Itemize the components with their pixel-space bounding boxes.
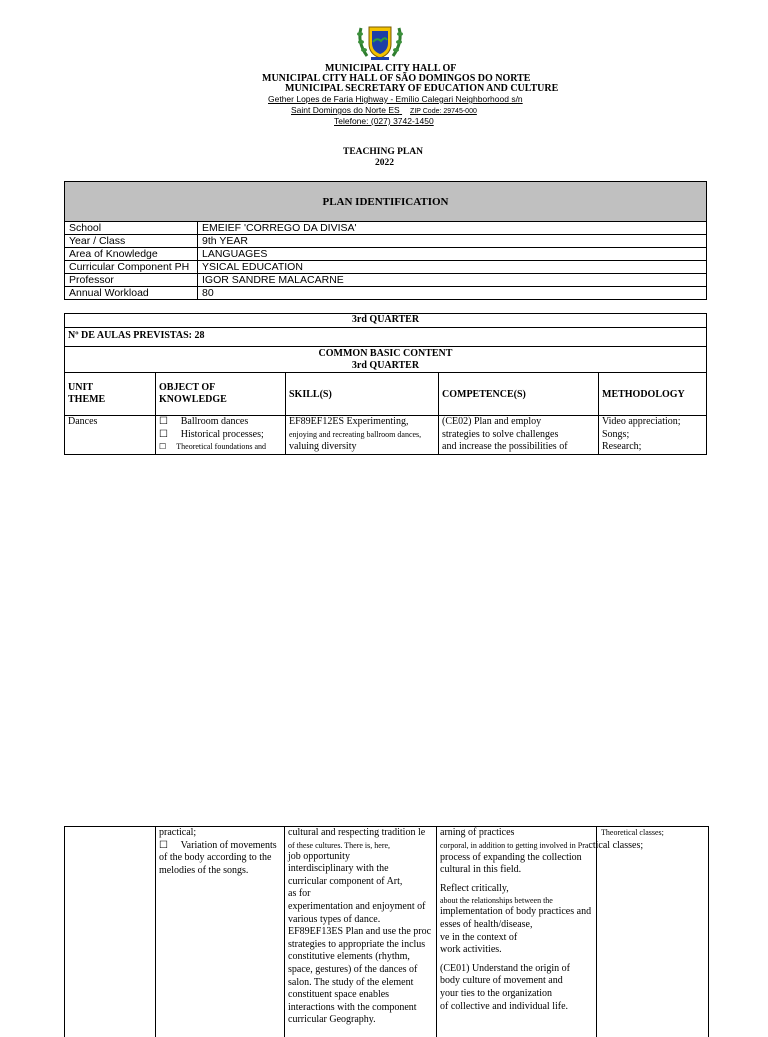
competence-line: of collective and individual life. xyxy=(440,1000,569,1012)
row-label: Year / Class xyxy=(65,235,198,248)
col-header-object xyxy=(156,373,286,416)
competence-line: ve in the context of xyxy=(440,931,518,943)
theme-label: THEME xyxy=(68,394,106,405)
object-line: ☐   Variation of movements xyxy=(159,839,277,851)
continuation-table xyxy=(64,826,709,1037)
cont-object xyxy=(159,827,285,877)
object-line: ☐   Theoretical foundations and xyxy=(159,442,266,452)
zip-text: ZIP Code: 29745-000 xyxy=(410,108,477,115)
row-label: School xyxy=(65,222,198,235)
row-value: IGOR SANDRE MALACARNE xyxy=(198,274,707,287)
skill-line: curricular Geography. xyxy=(288,1014,376,1026)
competence-line: your ties to the organization xyxy=(440,987,553,999)
plan-identification-table xyxy=(64,181,707,300)
bullet-icon: ☐ xyxy=(159,428,168,440)
row-label: Area of Knowledge xyxy=(65,248,198,261)
competence-line: arning of practices xyxy=(440,827,515,838)
competence-line: esses of health/disease, xyxy=(440,918,533,930)
cont-methodology xyxy=(601,827,706,839)
competence-line: (CE02) Plan and employ xyxy=(442,416,542,427)
content-subtitle: 3rd QUARTER xyxy=(351,359,420,371)
object-line: ☐   Historical processes; xyxy=(159,428,264,440)
header-line-1: MUNICIPAL CITY HALL OF xyxy=(325,63,457,74)
row-label: Curricular Component PH xyxy=(65,261,198,274)
bullet-icon: ☐ xyxy=(159,416,168,427)
bullet-icon: ☐ xyxy=(159,839,168,851)
col-header-unit-theme xyxy=(65,373,156,416)
competence-line: Reflect critically, xyxy=(440,882,509,894)
cell-competence xyxy=(439,416,599,455)
table-row xyxy=(65,261,707,274)
municipal-seal-logo xyxy=(355,22,405,62)
competence-line: body culture of movement and xyxy=(440,975,563,987)
row-value: 80 xyxy=(198,287,707,300)
cell-object xyxy=(156,416,286,455)
col-header-methodology: METHODOLOGY xyxy=(599,373,707,416)
skill-line: constituent space enables xyxy=(288,989,390,1001)
skill-line: valuing diversity xyxy=(289,441,357,453)
row-value: 9th YEAR xyxy=(198,235,707,248)
skill-line: interdisciplinary with the xyxy=(288,863,389,875)
header-address: Gether Lopes de Faria Highway - Emílio Calegari Neighborhood s/n xyxy=(268,94,523,104)
competence-line: implementation of body practices and xyxy=(440,906,592,918)
competence-line: and increase the possibilities of xyxy=(442,441,568,453)
doc-title: TEACHING PLAN xyxy=(343,147,423,157)
object-label: OBJECT OF xyxy=(159,382,216,393)
row-value: EMEIEF 'CORREGO DA DIVISA' xyxy=(198,222,707,235)
skill-line: experimentation and enjoyment of xyxy=(288,900,426,912)
row-label: Annual Workload xyxy=(65,287,198,300)
cont-competence xyxy=(440,827,680,1013)
table-row xyxy=(65,274,707,287)
table-row xyxy=(65,248,707,261)
row-label: Professor xyxy=(65,274,198,287)
skill-line: various types of dance. xyxy=(288,913,381,925)
competence-overflow: ctical classes; xyxy=(588,839,644,851)
knowledge-label: KNOWLEDGE xyxy=(159,394,227,405)
competence-line: (CE01) Understand the origin of xyxy=(440,962,570,974)
methodology-line: Songs; xyxy=(602,428,630,440)
row-value: YSICAL EDUCATION xyxy=(198,261,707,274)
skill-line: space, gestures) of the dances of xyxy=(288,963,418,975)
competence-line: corporal, in addition to getting involved in Practical classes; xyxy=(440,839,644,851)
skill-line: as for xyxy=(288,888,311,900)
header-phone: Telefone: (027) 3742-1450 xyxy=(334,116,434,126)
object-line: melodies of the songs. xyxy=(159,864,249,876)
cell-skill xyxy=(286,416,439,455)
skill-line: strategies to appropriate the inclus xyxy=(288,938,426,950)
competence-line: strategies to solve challenges xyxy=(442,428,559,440)
plan-identification-title: PLAN IDENTIFICATION xyxy=(65,182,707,222)
content-title: COMMON BASIC CONTENT xyxy=(318,348,453,359)
lessons-count: Nº DE AULAS PREVISTAS: 28 xyxy=(65,328,707,347)
col-header-competences: COMPETENCE(S) xyxy=(439,373,599,416)
table-row xyxy=(65,235,707,248)
skill-line: salon. The study of the element xyxy=(288,976,414,988)
competence-line: work activities. xyxy=(440,944,502,956)
competence-line: cultural in this field. xyxy=(440,864,522,876)
skill-line: EF89EF12ES Experimenting, xyxy=(289,416,409,427)
object-line: ☐   Ballroom dances xyxy=(159,416,249,427)
skill-line: of these cultures. There is, here, xyxy=(288,840,391,850)
col-header-skills: SKILL(S) xyxy=(286,373,439,416)
object-line: practical; xyxy=(159,827,197,838)
methodology-line: Theoretical classes; xyxy=(601,828,664,837)
skill-line: interactions with the component xyxy=(288,1001,417,1013)
common-content-title xyxy=(65,347,707,373)
cell-methodology xyxy=(599,416,707,455)
skill-line: enjoying and recreating ballroom dances, xyxy=(289,429,422,439)
quarter-table xyxy=(64,313,707,455)
skill-line: constitutive elements (rhythm, xyxy=(288,951,410,963)
skill-line: EF89EF13ES Plan and use the proc xyxy=(288,926,432,938)
quarter-title: 3rd QUARTER xyxy=(65,314,707,328)
object-line: of the body according to the xyxy=(159,852,272,864)
table-row xyxy=(65,287,707,300)
table-row xyxy=(65,416,707,455)
methodology-line: Research; xyxy=(602,441,642,453)
bullet-icon: ☐ xyxy=(159,442,167,452)
skill-line: curricular component of Art, xyxy=(288,875,403,887)
header-line-2: MUNICIPAL CITY HALL OF SÃO DOMINGOS DO NORTE xyxy=(262,73,531,84)
header-line-3: MUNICIPAL SECRETARY OF EDUCATION AND CULTURE xyxy=(285,83,559,94)
skill-line: job opportunity xyxy=(288,850,350,862)
cell-unit: Dances xyxy=(65,416,156,455)
row-value: LANGUAGES xyxy=(198,248,707,261)
table-row xyxy=(65,222,707,235)
doc-year: 2022 xyxy=(375,158,394,168)
competence-line: process of expanding the collection xyxy=(440,851,582,863)
competence-line: about the relationships between the xyxy=(440,896,553,906)
city-text: Saint Domingos do Norte ES xyxy=(291,105,400,115)
methodology-line: Video appreciation; xyxy=(602,416,681,427)
unit-label: UNIT xyxy=(68,382,94,393)
skill-line: cultural and respecting tradition le xyxy=(288,827,426,838)
